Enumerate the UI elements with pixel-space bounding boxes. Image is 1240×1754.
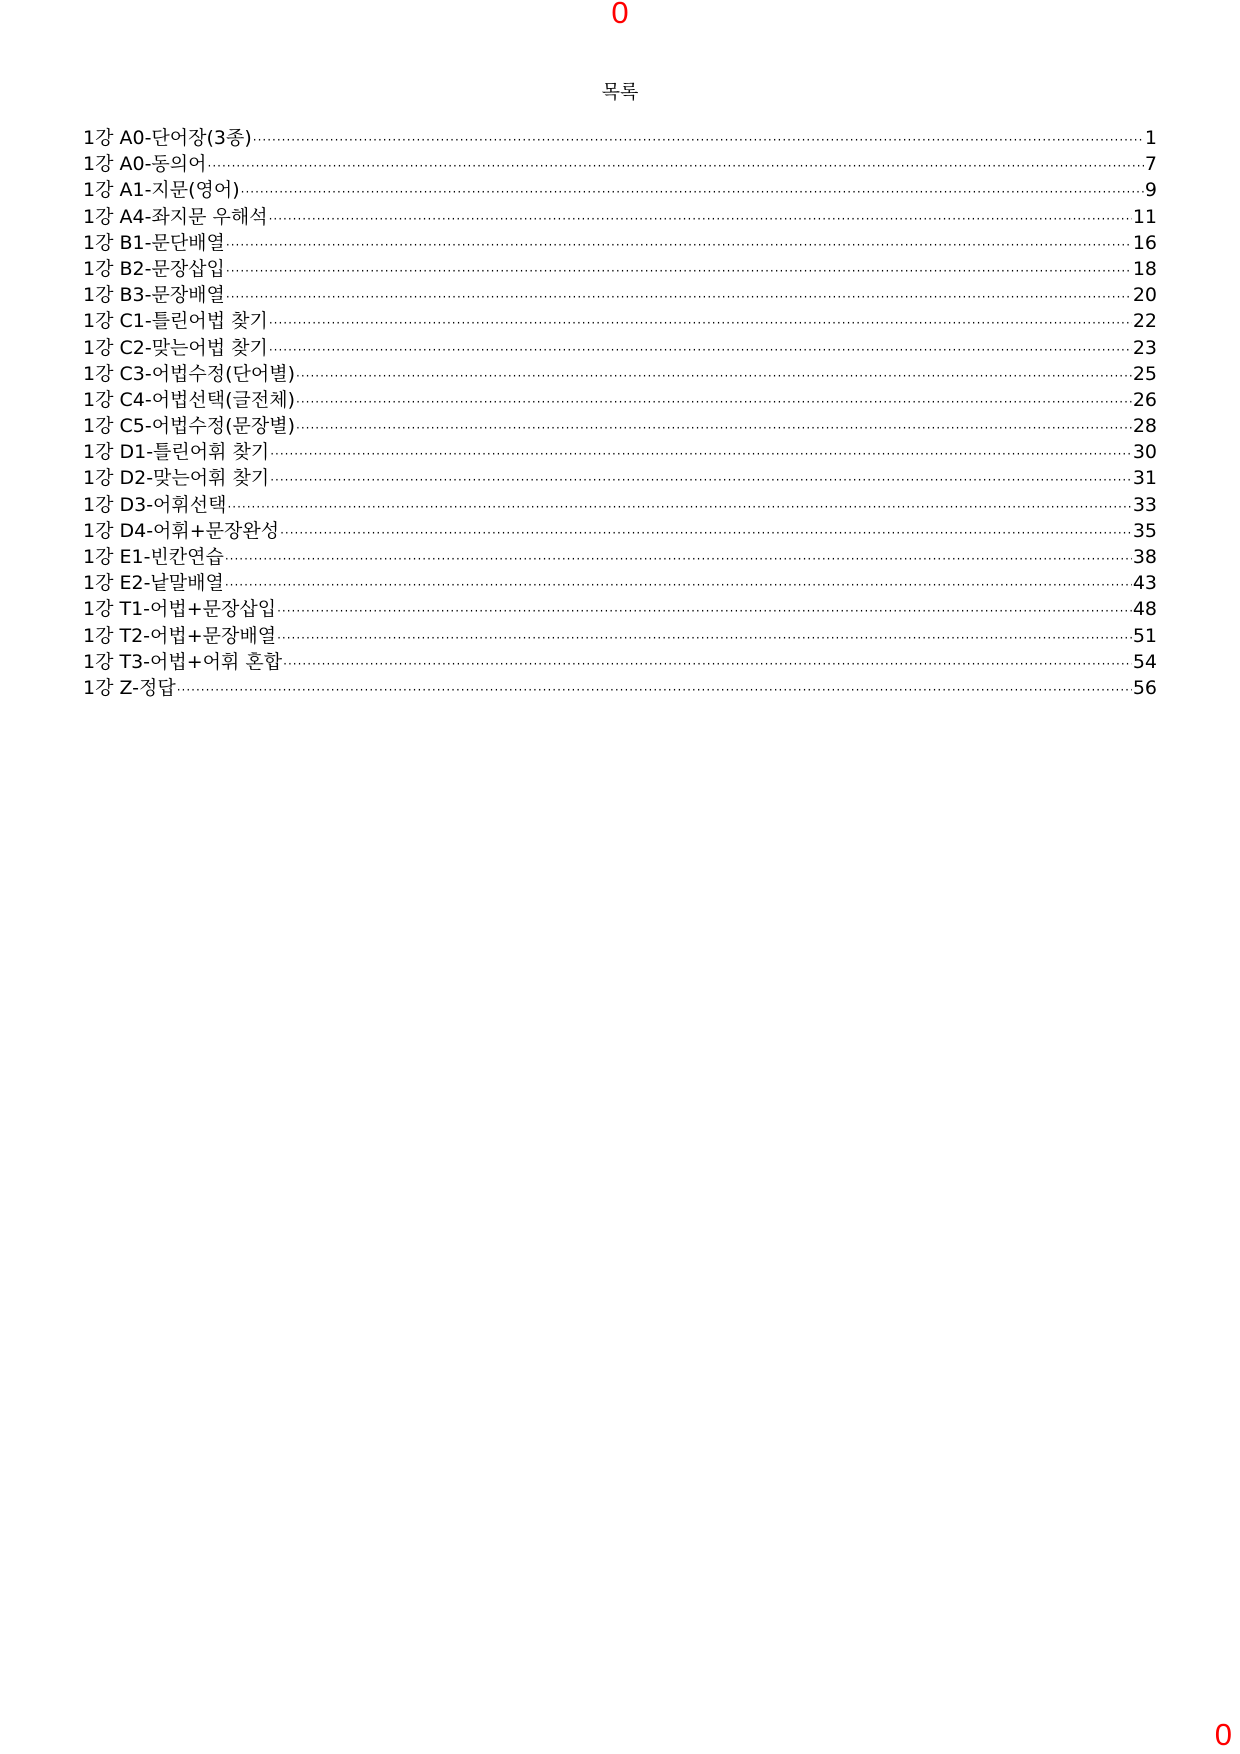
toc-entry-page: 54 xyxy=(1132,650,1157,673)
table-of-contents xyxy=(83,125,1157,701)
dot-leader xyxy=(227,494,1131,520)
toc-entry-label: 1강 B1-문단배열 xyxy=(83,231,225,254)
dot-leader xyxy=(277,598,1132,624)
page-number-bottom: 0 xyxy=(1214,1717,1232,1752)
toc-entry-label: 1강 B2-문장삽입 xyxy=(83,257,225,280)
toc-entry-page: 22 xyxy=(1132,310,1157,333)
toc-entry-label: 1강 D3-어휘선택 xyxy=(83,493,227,516)
toc-entry-label: 1강 D4-어휘+문장완성 xyxy=(83,519,280,542)
dot-leader xyxy=(253,127,1144,153)
toc-entry-page: 48 xyxy=(1132,598,1157,621)
toc-entry[interactable] xyxy=(83,204,1157,230)
toc-entry[interactable] xyxy=(83,570,1157,596)
toc-entry-label: 1강 E2-낱말배열 xyxy=(83,572,224,595)
toc-entry-page: 20 xyxy=(1132,284,1157,307)
toc-entry-page: 38 xyxy=(1132,546,1157,568)
dot-leader xyxy=(177,677,1132,703)
dot-leader xyxy=(296,363,1132,389)
toc-entry-page: 33 xyxy=(1132,493,1157,516)
toc-entry-label: 1강 A0-단어장(3종) xyxy=(83,127,252,149)
toc-entry[interactable] xyxy=(83,230,1157,256)
dot-leader xyxy=(226,232,1132,258)
toc-entry-page: 16 xyxy=(1132,231,1157,254)
toc-entry[interactable] xyxy=(83,361,1157,387)
toc-entry-label: 1강 C4-어법선택(글전체) xyxy=(83,388,295,411)
toc-entry-label: 1강 T3-어법+어휘 혼합 xyxy=(83,650,283,673)
dot-leader xyxy=(296,389,1132,415)
toc-entry[interactable] xyxy=(83,649,1157,675)
toc-entry-label: 1강 E1-빈칸연습 xyxy=(83,546,224,568)
toc-entry[interactable] xyxy=(83,387,1157,413)
toc-entry-page: 43 xyxy=(1132,572,1157,595)
toc-entry-page: 28 xyxy=(1132,415,1157,438)
dot-leader xyxy=(280,520,1132,546)
dot-leader xyxy=(241,179,1144,205)
toc-entry-page: 31 xyxy=(1132,467,1157,490)
toc-entry-label: 1강 B3-문장배열 xyxy=(83,284,225,307)
dot-leader xyxy=(277,625,1132,651)
toc-entry[interactable] xyxy=(83,492,1157,518)
dot-leader xyxy=(296,415,1132,441)
dot-leader xyxy=(225,572,1132,598)
dot-leader xyxy=(225,546,1132,572)
toc-entry-label: 1강 A4-좌지문 우해석 xyxy=(83,205,268,228)
dot-leader xyxy=(208,153,1144,179)
toc-entry[interactable] xyxy=(83,282,1157,308)
toc-entry[interactable] xyxy=(83,125,1157,151)
toc-entry-page: 7 xyxy=(1144,153,1157,176)
dot-leader xyxy=(269,206,1132,232)
toc-entry[interactable] xyxy=(83,518,1157,544)
dot-leader xyxy=(270,441,1132,467)
toc-entry-label: 1강 A0-동의어 xyxy=(83,153,207,176)
toc-entry[interactable] xyxy=(83,465,1157,491)
toc-title: 목록 xyxy=(601,81,639,103)
toc-entry[interactable] xyxy=(83,413,1157,439)
toc-entry-page: 9 xyxy=(1144,179,1157,202)
toc-entry[interactable] xyxy=(83,623,1157,649)
toc-entry[interactable] xyxy=(83,151,1157,177)
dot-leader xyxy=(283,651,1132,677)
toc-entry-page: 18 xyxy=(1132,257,1157,280)
toc-entry-page: 26 xyxy=(1132,388,1157,411)
toc-entry[interactable] xyxy=(83,335,1157,361)
toc-entry-label: 1강 A1-지문(영어) xyxy=(83,179,240,202)
toc-entry-label: 1강 C5-어법수정(문장별) xyxy=(83,415,295,438)
dot-leader xyxy=(269,310,1132,336)
toc-entry[interactable] xyxy=(83,544,1157,570)
toc-entry[interactable] xyxy=(83,308,1157,334)
toc-entry[interactable] xyxy=(83,675,1157,701)
toc-entry-page: 30 xyxy=(1132,441,1157,464)
toc-entry-label: 1강 D2-맞는어휘 찾기 xyxy=(83,467,270,490)
toc-entry-page: 35 xyxy=(1132,519,1157,542)
dot-leader xyxy=(270,467,1132,493)
toc-entry-page: 23 xyxy=(1132,336,1157,359)
toc-entry-page: 56 xyxy=(1132,676,1157,699)
toc-entry-label: 1강 Z-정답 xyxy=(83,676,176,699)
toc-entry[interactable] xyxy=(83,439,1157,465)
dot-leader xyxy=(226,258,1132,284)
toc-entry-page: 51 xyxy=(1132,624,1157,647)
toc-entry-label: 1강 C2-맞는어법 찾기 xyxy=(83,336,268,359)
toc-entry-label: 1강 T1-어법+문장삽입 xyxy=(83,598,277,621)
toc-entry-page: 11 xyxy=(1132,205,1157,228)
dot-leader xyxy=(269,337,1132,363)
toc-entry-page: 25 xyxy=(1132,362,1157,385)
toc-entry-label: 1강 T2-어법+문장배열 xyxy=(83,624,277,647)
toc-entry[interactable] xyxy=(83,177,1157,203)
page-number-top: 0 xyxy=(611,0,629,30)
toc-entry-label: 1강 C1-틀린어법 찾기 xyxy=(83,310,268,333)
toc-entry-page: 1 xyxy=(1144,127,1157,149)
dot-leader xyxy=(226,284,1132,310)
toc-entry[interactable] xyxy=(83,256,1157,282)
toc-entry-label: 1강 C3-어법수정(단어별) xyxy=(83,362,295,385)
toc-entry[interactable] xyxy=(83,596,1157,622)
toc-entry-label: 1강 D1-틀린어휘 찾기 xyxy=(83,441,270,464)
